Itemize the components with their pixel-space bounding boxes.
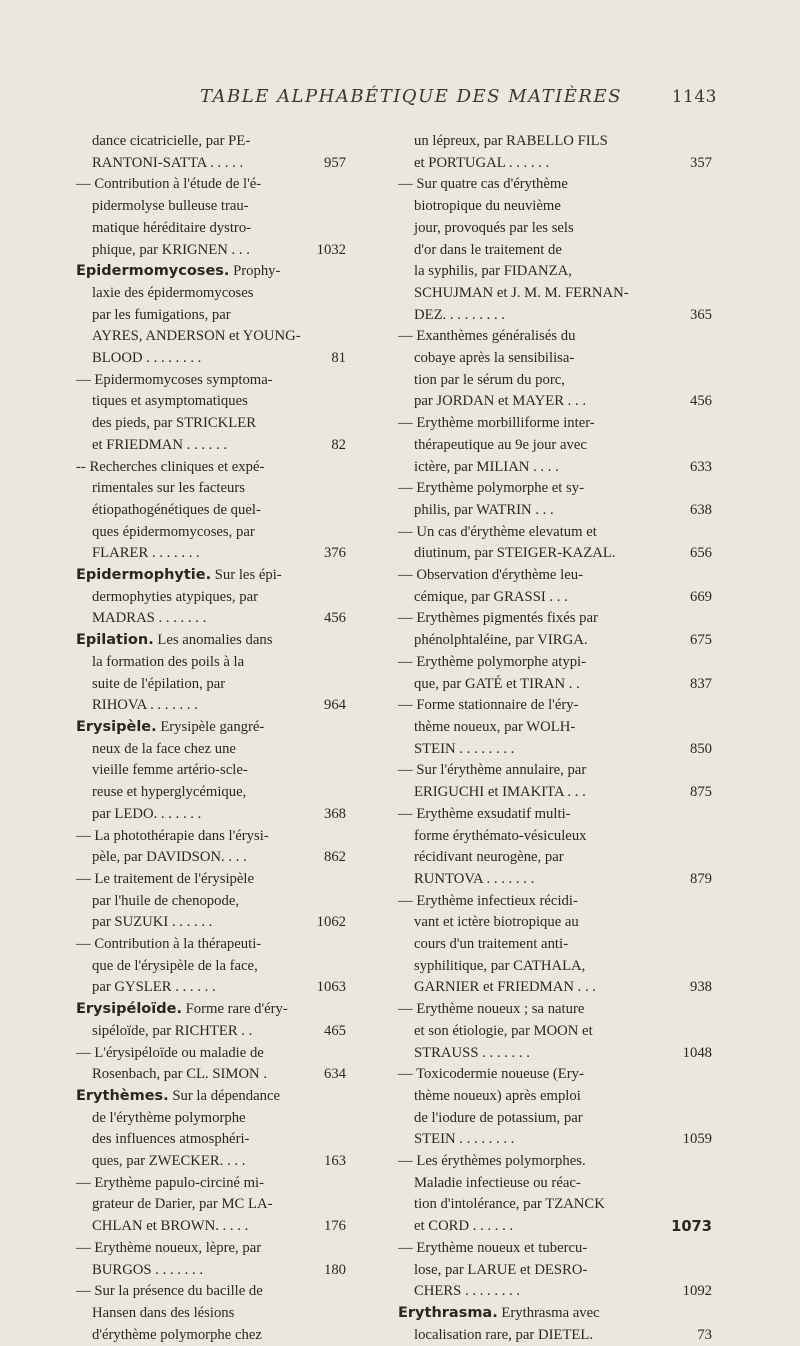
index-entry-text: — Observation d'érythème leu- cémique, par GRASSI . . . (398, 567, 583, 605)
index-headword: Epidermomycoses. (76, 263, 230, 280)
index-entry (76, 370, 344, 457)
index-page-ref: 1092 (682, 1283, 712, 1300)
index-page-ref: 176 (323, 1218, 346, 1235)
page-number: 1143 (671, 87, 717, 107)
index-entry-text: dance cicatricielle, par PE- RANTONI-SATTA . . . . . (92, 133, 251, 171)
index-page-ref: 957 (323, 154, 346, 171)
index-page-ref: 1063 (316, 979, 346, 996)
index-entry-text: -- Recherches cliniques et expé- rimentales sur les facteurs étiopathogénétiques de quel- ques épidermomycoses, par FLARER . . . . . . . (76, 458, 265, 562)
index-entry (398, 1303, 710, 1346)
index-entry-text: — Contribution à la thérapeuti- que de l'érysipèle de la face, par GYSLER . . . . . . (76, 936, 262, 996)
index-entry (76, 457, 344, 566)
index-page-ref: 1062 (316, 914, 346, 931)
index-entry (398, 413, 710, 478)
index-column-right (398, 131, 710, 1346)
index-entry (398, 804, 710, 891)
index-entry (76, 131, 344, 174)
index-page-ref: 1032 (316, 241, 346, 258)
index-column-left (76, 131, 344, 1346)
index-entry-text: Forme rare d'éry- sipéloïde, par RICHTER . . (92, 1001, 288, 1039)
index-headword: Erysipéloïde. (76, 1001, 182, 1018)
index-page-ref: 633 (689, 458, 712, 475)
index-entry-text: Prophy- laxie des épidermomycoses par les fumigations, par AYRES, ANDERSON et YOUNG- BLOOD . . . . . . . . (92, 263, 301, 367)
index-entry (76, 630, 344, 717)
index-entry-text: un lépreux, par RABELLO FILS et PORTUGAL . . . . . . (414, 133, 608, 171)
index-entry-text: — Le traitement de l'érysipèle par l'huile de chenopode, par SUZUKI . . . . . . (76, 870, 255, 931)
index-entry-text: — Erythème noueux, lèpre, par BURGOS . . . . . . . (76, 1239, 262, 1278)
index-entry-text: — Les érythèmes polymorphes. Maladie infectieuse ou réac- tion d'intolérance, par TZANCK et CORD . . . . . . (398, 1153, 605, 1235)
index-entry-text: Erysipèle gangré- neux de la face chez une vieille femme artério-scle- reuse et hyperglycémique, par LEDO. . . . . . . (92, 718, 265, 822)
index-page-ref: 368 (323, 805, 346, 822)
index-page-ref: 634 (323, 1066, 346, 1083)
index-page-ref: 357 (689, 154, 712, 171)
index-page-ref: 837 (689, 675, 712, 692)
running-header-title: TABLE ALPHABÉTIQUE DES MATIÈRES (200, 86, 622, 107)
index-page-ref: 675 (689, 632, 712, 649)
index-entry-text: — Epidermomycoses symptoma- tiques et asymptomatiques des pieds, par STRICKLER et FRIEDMAN . . . . . . (76, 371, 273, 453)
index-entry (398, 522, 710, 565)
index-entry-text: — La photothérapie dans l'érysi- pèle, par DAVIDSON. . . . (76, 827, 269, 866)
index-entry (398, 1151, 710, 1238)
index-entry-text: — Sur quatre cas d'érythème biotropique du neuvième jour, provoqués par les sels d'or dans le traitement de la syphilis, par FIDANZA, SCHUJMAN et J. M. M. FERNAN- DEZ. . . . . . . . . (398, 176, 629, 323)
index-page-ref: 964 (323, 697, 346, 714)
index-page-ref: 456 (323, 610, 346, 627)
index-entry (76, 826, 344, 869)
index-entry (398, 999, 710, 1064)
index-entry-text: Les anomalies dans la formation des poils à la suite de l'épilation, par RIHOVA . . . . . . . (92, 632, 273, 714)
index-page-ref: 638 (689, 501, 712, 518)
index-entry (398, 1064, 710, 1151)
index-entry-text: — Exanthèmes généralisés du cobaye après la sensibilisa- tion par le sérum du porc, par JORDAN et MAYER . . . (398, 328, 587, 410)
index-entry (76, 1281, 344, 1346)
index-entry-text: — Forme stationnaire de l'éry- thème noueux, par WOLH- STEIN . . . . . . . . (398, 697, 579, 757)
index-entry-text: — Sur la présence du bacille de Hansen dans des lésions d'érythème polymorphe chez (76, 1283, 263, 1343)
index-entry-text: — L'érysipéloïde ou maladie de Rosenbach, par CL. SIMON . (76, 1044, 268, 1083)
index-entry-text: — Erythème morbilliforme inter- thérapeutique au 9e jour avec ictère, par MILIAN . . . . (398, 415, 595, 475)
index-entry (76, 1173, 344, 1238)
index-entry-text: — Toxicodermie noueuse (Ery- thème noueux) après emploi de l'iodure de potassium, par STEIN . . . . . . . . (398, 1066, 584, 1148)
index-entry (76, 261, 344, 370)
index-page-ref: 82 (331, 436, 346, 453)
index-page-ref: 365 (689, 306, 712, 323)
index-page-ref: 376 (323, 545, 346, 562)
index-entry-text: — Erythème noueux ; sa nature et son étiologie, par MOON et STRAUSS . . . . . . . (398, 1001, 593, 1061)
index-entry (398, 608, 710, 651)
index-entry-text: — Contribution à l'étude de l'é- pidermolyse bulleuse trau- matique héréditaire dystro- phique, par KRIGNEN . . . (76, 176, 262, 258)
index-entry-text: — Erythème noueux et tubercu- lose, par LARUE et DESRO- CHERS . . . . . . . . (398, 1239, 588, 1300)
index-entry (76, 717, 344, 826)
index-page-ref: 669 (689, 588, 712, 605)
index-entry-text: — Sur l'érythème annulaire, par ERIGUCHI et IMAKITA . . . (398, 762, 587, 801)
index-page-ref: 465 (323, 1022, 346, 1039)
index-entry (398, 326, 710, 413)
index-entry-text: — Erythème polymorphe et sy- philis, par WATRIN . . . (398, 480, 584, 518)
index-page-ref: 656 (689, 545, 712, 562)
index-page-ref: 1048 (682, 1044, 712, 1061)
index-page-ref: 1059 (682, 1131, 712, 1148)
index-entry (76, 1086, 344, 1173)
index-page-ref: 1073 (671, 1218, 712, 1236)
index-entry-text: Sur les épi- dermophyties atypiques, par MADRAS . . . . . . . (92, 567, 282, 627)
index-page-ref: 875 (689, 784, 712, 801)
index-page-ref: 81 (331, 350, 346, 367)
index-entry (76, 174, 344, 261)
index-entry-text: — Erythème infectieux récidi- vant et ictère biotropique au cours d'un traitement anti- syphilitique, par CATHALA, GARNIER et FRIEDMAN . . . (398, 892, 596, 996)
index-page-ref: 879 (689, 870, 712, 887)
index-entry-text: — Erythèmes pigmentés fixés par phénolphtaléine, par VIRGA. (398, 610, 598, 649)
index-entry (76, 1043, 344, 1086)
index-page-ref: 938 (689, 979, 712, 996)
index-headword: Erythrasma. (398, 1304, 498, 1321)
index-page-ref: 163 (323, 1153, 346, 1170)
index-page-ref: 862 (323, 849, 346, 866)
index-entry (398, 695, 710, 760)
index-headword: Erysipèle. (76, 718, 157, 735)
index-entry-text: Erythrasma avec localisation rare, par DIETEL. (414, 1304, 600, 1343)
index-page-ref: 180 (323, 1261, 346, 1278)
index-entry (398, 1238, 710, 1303)
index-headword: Erythèmes. (76, 1087, 169, 1104)
index-entry (76, 934, 344, 999)
index-entry (398, 174, 710, 326)
index-entry (398, 131, 710, 174)
index-headword: Epilation. (76, 632, 154, 649)
index-page-ref: 850 (689, 740, 712, 757)
index-entry-text: Sur la dépendance de l'érythème polymorphe des influences atmosphéri- ques, par ZWECKER. . . . (92, 1087, 281, 1170)
index-entry-text: — Erythème papulo-circiné mi- grateur de Darier, par MC LA- CHLAN et BROWN. . . . . (76, 1174, 273, 1235)
index-entry-text: — Un cas d'érythème elevatum et diutinum, par STEIGER-KAZAL. (398, 523, 616, 562)
index-entry-text: — Erythème polymorphe atypi- que, par GATÉ et TIRAN . . (398, 653, 587, 692)
index-entry (398, 565, 710, 608)
index-entry (398, 760, 710, 803)
index-headword: Epidermophytie. (76, 567, 212, 584)
index-entry (76, 565, 344, 630)
index-entry (76, 1238, 344, 1281)
index-entry (398, 891, 710, 1000)
index-page-ref: 73 (697, 1326, 712, 1343)
index-entry (398, 478, 710, 521)
index-entry (398, 652, 710, 695)
index-entry-text: — Erythème exsudatif multi- forme érythémato-vésiculeux récidivant neurogène, par RUNTOVA . . . . . . . (398, 805, 587, 887)
index-entry (76, 999, 344, 1042)
index-page-ref: 456 (689, 393, 712, 410)
index-entry (76, 869, 344, 934)
